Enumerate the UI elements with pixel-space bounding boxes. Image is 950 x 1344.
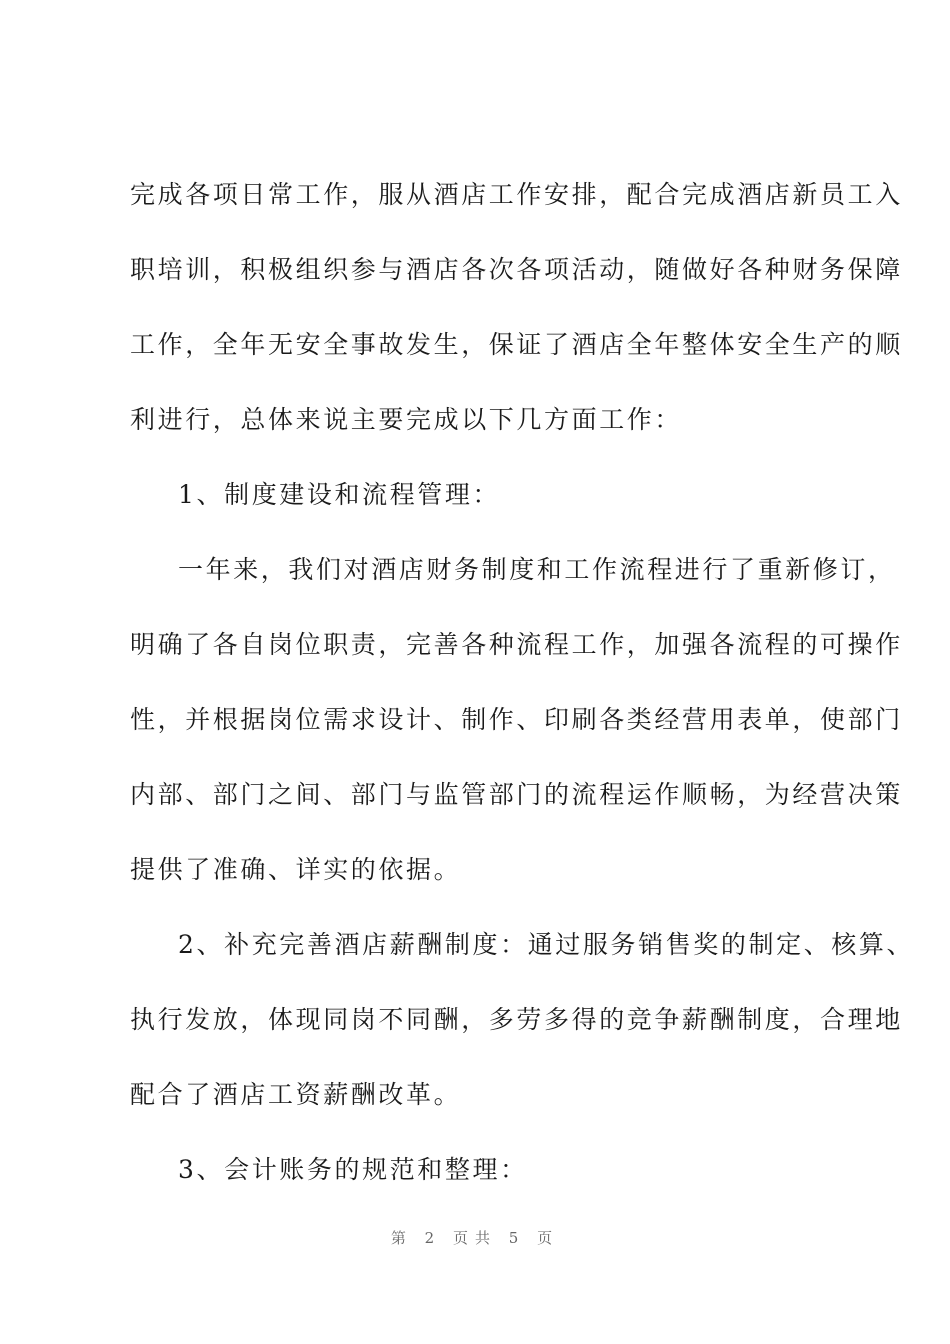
page-number-footer: 第 2 页共 5 页 xyxy=(390,1229,560,1247)
section-heading: 1、制度建设和流程管理： xyxy=(178,480,501,509)
body-text-line: 利进行，总体来说主要完成以下几方面工作： xyxy=(130,405,683,434)
body-text-line: 提供了准确、详实的依据。 xyxy=(130,855,462,884)
body-text-line: 内部、部门之间、部门与监管部门的流程运作顺畅，为经营决策 xyxy=(130,780,903,809)
body-text-line: 明确了各自岗位职责，完善各种流程工作，加强各流程的可操作 xyxy=(130,630,903,659)
body-text-line: 完成各项日常工作，服从酒店工作安排，配合完成酒店新员工入 xyxy=(130,180,903,209)
body-text-line: 一年来，我们对酒店财务制度和工作流程进行了重新修订， xyxy=(178,555,896,584)
body-text-line: 执行发放，体现同岗不同酬，多劳多得的竞争薪酬制度，合理地 xyxy=(130,1005,903,1034)
section-heading: 2、补充完善酒店薪酬制度：通过服务销售奖的制定、核算、 xyxy=(178,930,915,959)
body-text-line: 配合了酒店工资薪酬改革。 xyxy=(130,1080,462,1109)
section-heading: 3、会计账务的规范和整理： xyxy=(178,1155,528,1184)
body-text-line: 工作，全年无安全事故发生，保证了酒店全年整体安全生产的顺 xyxy=(130,330,903,359)
body-text-line: 职培训，积极组织参与酒店各次各项活动，随做好各种财务保障 xyxy=(130,255,903,284)
body-text-line: 性，并根据岗位需求设计、制作、印刷各类经营用表单，使部门 xyxy=(130,705,903,734)
